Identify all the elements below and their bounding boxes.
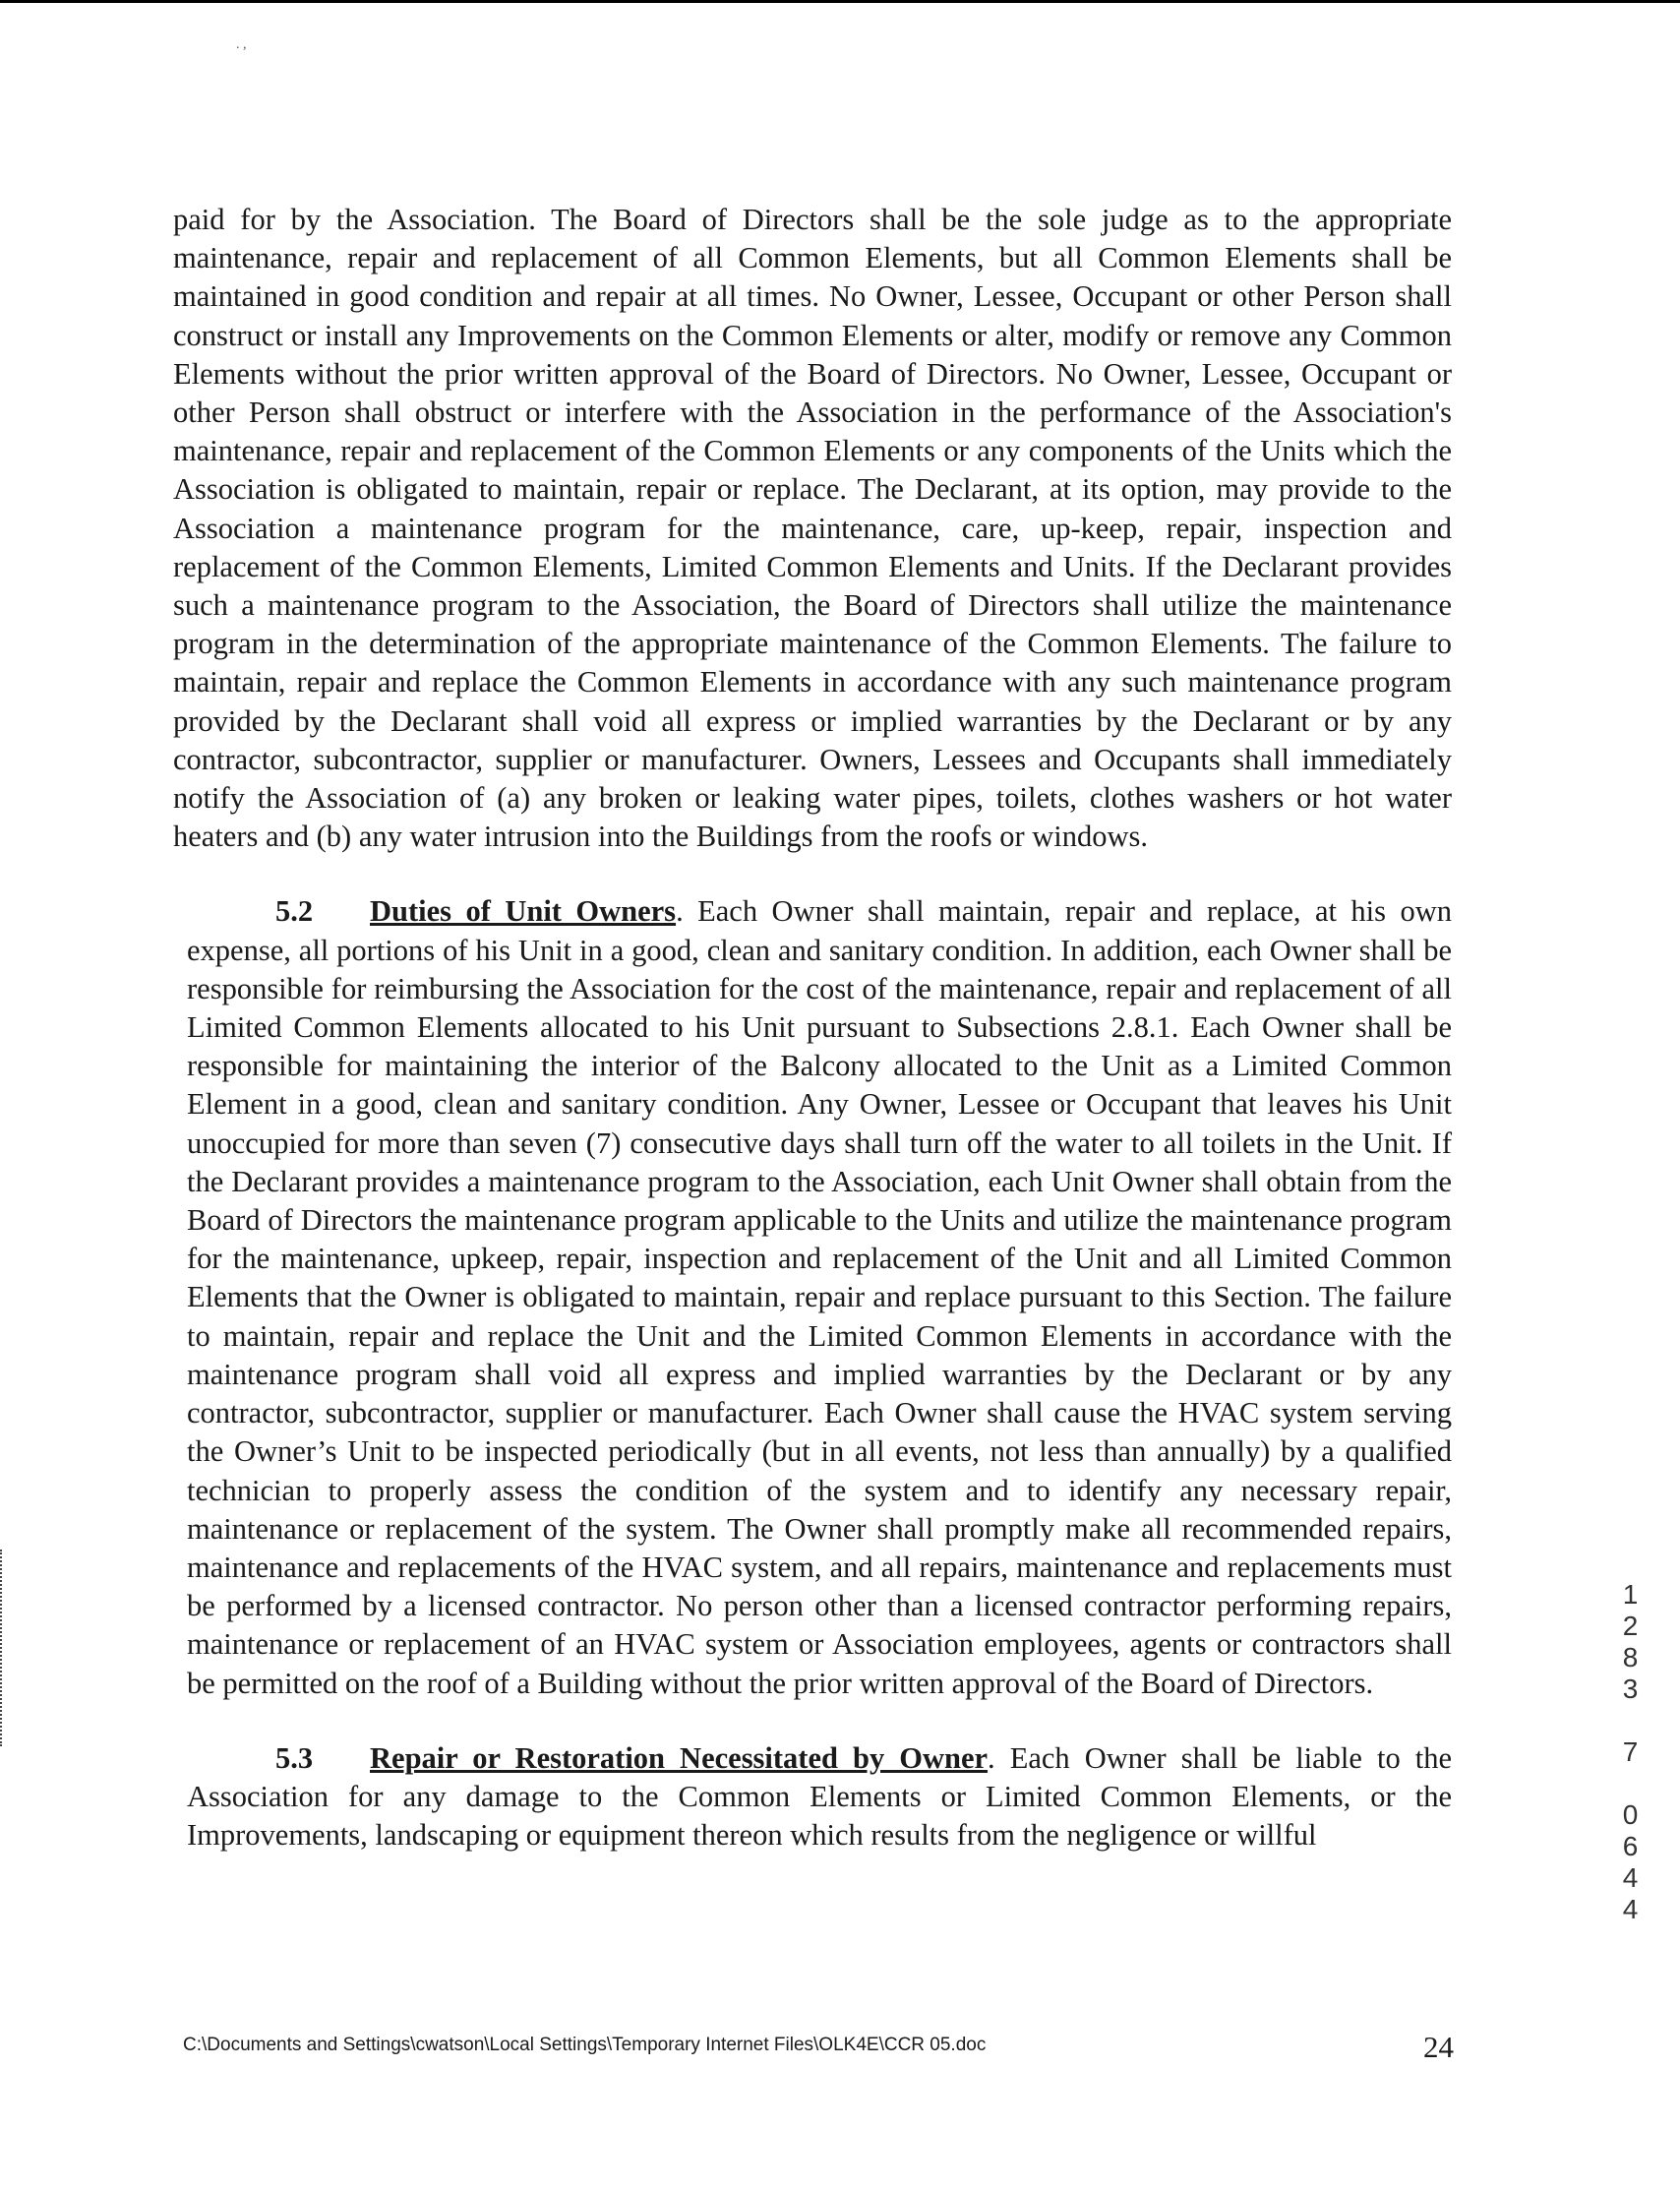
section-title: Repair or Restoration Necessitated by Owner	[370, 1740, 989, 1775]
section-5-3	[173, 1739, 1452, 1855]
footer-file-path: C:\Documents and Settings\cwatson\Local Settings\Temporary Internet Files\OLK4E\CCR 05.doc	[183, 2035, 987, 2055]
scan-specks: . ,	[236, 37, 247, 52]
recording-stamp: 1283 7 0644	[1615, 1579, 1646, 1925]
section-body: . Each Owner shall be liable to the Association for any damage to the Common Elements or Limited Common Elements, or the Improvements, landscaping or equipment thereon which results from the negligence or willful	[187, 1740, 1453, 1853]
section-body: . Each Owner shall maintain, repair and replace, at his own expense, all portions of his Unit in a good, clean and sanitary condition. In addition, each Owner shall be responsible for reimbursing the Association for the cost of the maintenance, repair and replacement of all Limited Common Elements allocated to his Unit pursuant to Subsections 2.8.1. Each Owner shall be responsible for maintaining the interior of the Balcony allocated to the Unit as a Limited Common Element in a good, clean and sanitary condition. Any Owner, Lessee or Occupant that leaves his Unit unoccupied for more than seven (7) consecutive days shall turn off the water to all toilets in the Unit. If the Declarant provides a maintenance program to the Association, each Unit Owner shall obtain from the Board of Directors the maintenance program applicable to the Units and utilize the maintenance program for the maintenance, upkeep, repair, inspection and replacement of the Unit and all Limited Common Elements that the Owner is obligated to maintain, repair and replace pursuant to this Section. The failure to maintain, repair and replace the Unit and the Limited Common Elements in accordance with the maintenance program shall void all express and implied warranties by the Declarant or by any contractor, subcontractor, supplier or manufacturer. Each Owner shall cause the HVAC system serving the Owner’s Unit to be inspected periodically (but in all events, not less than annually) by a qualified technician to properly assess the condition of the system and to identify any necessary repair, maintenance or replacement of the system. The Owner shall promptly make all recommended repairs, maintenance and replacements of the HVAC system, and all repairs, maintenance and replacements must be performed by a licensed contractor. No person other than a licensed contractor performing repairs, maintenance or replacement of an HVAC system or Association employees, agents or contractors shall be permitted on the roof of a Building without the prior written approval of the Board of Directors.	[187, 894, 1452, 1700]
scan-left-edge-marks	[0, 1550, 5, 1746]
section-number: 5.3	[275, 1740, 314, 1775]
document-body	[173, 201, 1452, 1891]
page-number: 24	[1423, 2030, 1454, 2064]
section-title: Duties of Unit Owners	[370, 894, 677, 929]
scan-top-edge	[0, 0, 1680, 3]
paragraph-continuation: paid for by the Association. The Board of Directors shall be the sole judge as to the appropriate maintenance, repair and replacement of all Common Elements, but all Common Elements shall be maintained in good condition and repair at all times. No Owner, Lessee, Occupant or other Person shall construct or install any Improvements on the Common Elements or alter, modify or remove any Common Elements without the prior written approval of the Board of Directors. No Owner, Lessee, Occupant or other Person shall obstruct or interfere with the Association in the performance of the Association's maintenance, repair and replacement of the Common Elements or any components of the Units which the Association is obligated to maintain, repair or replace. The Declarant, at its option, may provide to the Association a maintenance program for the maintenance, care, up-keep, repair, inspection and replacement of the Common Elements, Limited Common Elements and Units. If the Declarant provides such a maintenance program to the Association, the Board of Directors shall utilize the maintenance program in the determination of the appropriate maintenance of the Common Elements. The failure to maintain, repair and replace the Common Elements in accordance with any such maintenance program provided by the Declarant shall void all express or implied warranties by the Declarant or by any contractor, subcontractor, supplier or manufacturer. Owners, Lessees and Occupants shall immediately notify the Association of (a) any broken or leaking water pipes, toilets, clothes washers or hot water heaters and (b) any water intrusion into the Buildings from the roofs or windows.	[173, 203, 1452, 854]
section-number: 5.2	[275, 894, 314, 929]
section-5-2	[173, 892, 1452, 1702]
